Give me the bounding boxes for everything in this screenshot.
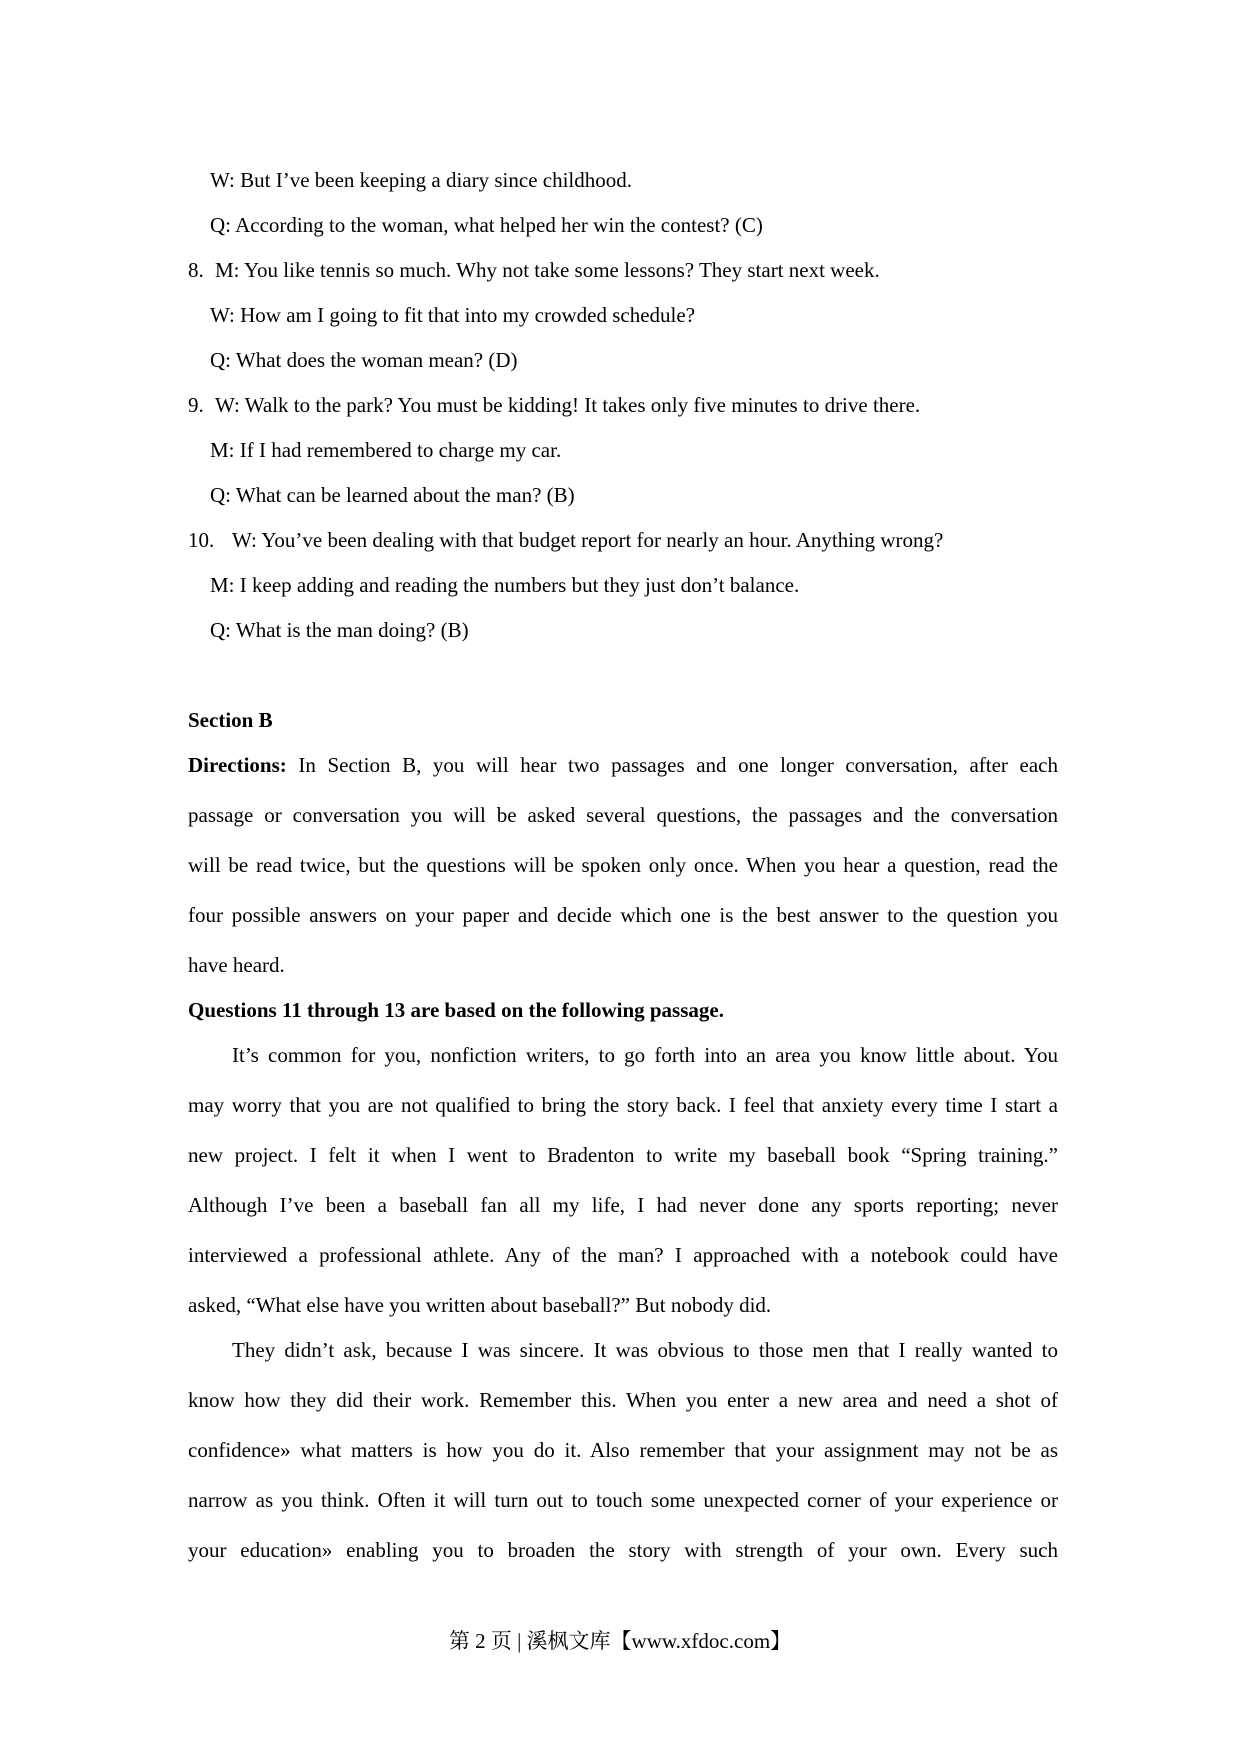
passage-line: your education» enabling you to broaden the story with strength of your own. Every such xyxy=(188,1538,1058,1562)
page-footer: 第 2 页 | 溪枫文库【www.xfdoc.com】 xyxy=(448,1629,792,1653)
dialogue-question: Q: What can be learned about the man? (B) xyxy=(210,483,575,507)
question-item-8 xyxy=(188,256,1058,284)
passage-line: know how they did their work. Remember this. When you enter a new area and need a shot of xyxy=(188,1388,1058,1412)
passage-line: asked, “What else have you written about baseball?” But nobody did. xyxy=(188,1293,772,1317)
passage-line: may worry that you are not qualified to bring the story back. I feel that anxiety every time I start a xyxy=(188,1093,1058,1117)
question-item-9 xyxy=(188,391,1058,419)
dialogue-line: W: You’ve been dealing with that budget report for nearly an hour. Anything wrong? xyxy=(232,528,944,552)
directions-line: have heard. xyxy=(188,953,285,977)
passage-line: interviewed a professional athlete. Any of the man? I approached with a notebook could have xyxy=(188,1243,1058,1267)
section-heading: Section B xyxy=(188,708,273,732)
directions-text: In Section B, you will hear two passages and one longer conversation, after each xyxy=(298,753,1058,777)
passage-line: new project. I felt it when I went to Bradenton to write my baseball book “Spring training.” xyxy=(188,1143,1058,1167)
dialogue-question: Q: According to the woman, what helped her win the contest? (C) xyxy=(210,213,763,237)
passage-line: confidence» what matters is how you do it. Also remember that your assignment may not be as xyxy=(188,1438,1058,1462)
dialogue-line: M: I keep adding and reading the numbers but they just don’t balance. xyxy=(210,573,800,597)
directions-line: will be read twice, but the questions will be spoken only once. When you hear a question, read the xyxy=(188,853,1058,877)
question-item-10 xyxy=(188,526,1058,554)
dialogue-line: M: If I had remembered to charge my car. xyxy=(210,438,562,462)
dialogue-question: Q: What is the man doing? (B) xyxy=(210,618,469,642)
dialogue-line: M: You like tennis so much. Why not take some lessons? They start next week. xyxy=(215,258,880,282)
question-number: 8. xyxy=(188,258,204,282)
dialogue-line: W: Walk to the park? You must be kidding! It takes only five minutes to drive there. xyxy=(215,393,921,417)
directions-line: passage or conversation you will be asked several questions, the passages and the conversation xyxy=(188,803,1058,827)
dialogue-line: W: But I’ve been keeping a diary since childhood. xyxy=(210,168,632,192)
question-number: 9. xyxy=(188,393,204,417)
passage-line: They didn’t ask, because I was sincere. It was obvious to those men that I really wanted to xyxy=(232,1338,1058,1362)
directions-line: four possible answers on your paper and decide which one is the best answer to the question you xyxy=(188,903,1058,927)
directions-line xyxy=(188,751,1058,779)
question-number: 10. xyxy=(188,528,215,552)
dialogue-question: Q: What does the woman mean? (D) xyxy=(210,348,518,372)
passage-line: narrow as you think. Often it will turn out to touch some unexpected corner of your experience or xyxy=(188,1488,1058,1512)
directions-label: Directions: xyxy=(188,753,287,777)
questions-heading: Questions 11 through 13 are based on the following passage. xyxy=(188,998,724,1022)
passage-line: Although I’ve been a baseball fan all my life, I had never done any sports reporting; never xyxy=(188,1193,1058,1217)
passage-line: It’s common for you, nonfiction writers, to go forth into an area you know little about. You xyxy=(232,1043,1058,1067)
dialogue-line: W: How am I going to fit that into my crowded schedule? xyxy=(210,303,696,327)
